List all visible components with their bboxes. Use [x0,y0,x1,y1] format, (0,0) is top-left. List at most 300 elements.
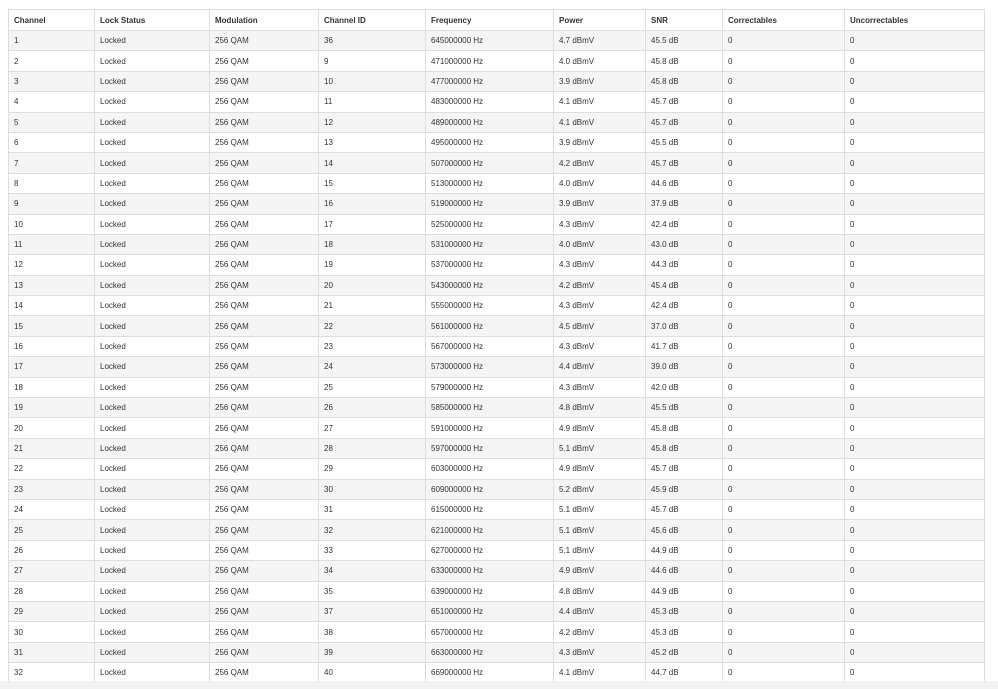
cell-snr: 45.3 dB [646,622,723,642]
cell-lock-status: Locked [95,357,210,377]
column-header-modulation: Modulation [210,10,319,31]
cell-uncorrectables: 0 [845,71,985,91]
cell-frequency: 477000000 Hz [426,71,554,91]
cell-correctables: 0 [723,92,845,112]
table-row [9,51,985,71]
cell-lock-status: Locked [95,642,210,662]
cell-modulation: 256 QAM [210,581,319,601]
cell-channel: 16 [9,336,95,356]
cell-channel: 15 [9,316,95,336]
cell-modulation: 256 QAM [210,561,319,581]
cell-modulation: 256 QAM [210,296,319,316]
cell-frequency: 579000000 Hz [426,377,554,397]
cell-lock-status: Locked [95,499,210,519]
table-row [9,520,985,540]
cell-frequency: 513000000 Hz [426,173,554,193]
cell-channel: 3 [9,71,95,91]
cell-modulation: 256 QAM [210,398,319,418]
cell-uncorrectables: 0 [845,275,985,295]
cell-power: 4.3 dBmV [554,377,646,397]
cell-snr: 45.5 dB [646,31,723,51]
cell-lock-status: Locked [95,622,210,642]
cell-correctables: 0 [723,336,845,356]
cell-uncorrectables: 0 [845,581,985,601]
cell-lock-status: Locked [95,438,210,458]
cell-uncorrectables: 0 [845,438,985,458]
cell-channel-id: 16 [319,194,426,214]
cell-power: 3.9 dBmV [554,71,646,91]
cell-snr: 44.6 dB [646,561,723,581]
table-row [9,561,985,581]
cell-power: 4.1 dBmV [554,663,646,683]
cell-uncorrectables: 0 [845,418,985,438]
cell-frequency: 651000000 Hz [426,601,554,621]
cell-channel-id: 10 [319,71,426,91]
cell-frequency: 519000000 Hz [426,194,554,214]
cell-uncorrectables: 0 [845,520,985,540]
cell-frequency: 495000000 Hz [426,132,554,152]
cell-power: 4.2 dBmV [554,622,646,642]
cell-modulation: 256 QAM [210,71,319,91]
cell-snr: 45.7 dB [646,153,723,173]
cell-power: 4.0 dBmV [554,173,646,193]
table-row [9,377,985,397]
cell-modulation: 256 QAM [210,418,319,438]
cell-power: 4.9 dBmV [554,418,646,438]
cell-correctables: 0 [723,438,845,458]
table-row [9,418,985,438]
column-header-correctables: Correctables [723,10,845,31]
column-header-frequency: Frequency [426,10,554,31]
cell-lock-status: Locked [95,296,210,316]
cell-modulation: 256 QAM [210,214,319,234]
cell-correctables: 0 [723,316,845,336]
table-row [9,92,985,112]
cell-frequency: 615000000 Hz [426,499,554,519]
cell-power: 4.1 dBmV [554,92,646,112]
table-row [9,316,985,336]
cell-uncorrectables: 0 [845,601,985,621]
cell-frequency: 567000000 Hz [426,336,554,356]
cell-power: 4.2 dBmV [554,153,646,173]
cell-power: 4.9 dBmV [554,561,646,581]
cell-snr: 45.5 dB [646,132,723,152]
cell-channel: 24 [9,499,95,519]
table-row [9,153,985,173]
table-row [9,214,985,234]
table-row [9,499,985,519]
cell-lock-status: Locked [95,663,210,683]
cell-lock-status: Locked [95,336,210,356]
cell-channel: 2 [9,51,95,71]
cell-channel-id: 20 [319,275,426,295]
cell-lock-status: Locked [95,92,210,112]
cell-channel: 21 [9,438,95,458]
cell-modulation: 256 QAM [210,112,319,132]
cell-correctables: 0 [723,663,845,683]
cell-power: 4.3 dBmV [554,642,646,662]
cell-power: 4.4 dBmV [554,601,646,621]
cell-lock-status: Locked [95,275,210,295]
cell-modulation: 256 QAM [210,357,319,377]
cell-channel: 6 [9,132,95,152]
cell-lock-status: Locked [95,31,210,51]
cell-power: 4.3 dBmV [554,255,646,275]
cell-correctables: 0 [723,132,845,152]
column-header-channel-id: Channel ID [319,10,426,31]
table-row [9,459,985,479]
cell-snr: 44.7 dB [646,663,723,683]
cell-frequency: 603000000 Hz [426,459,554,479]
table-row [9,275,985,295]
cell-frequency: 621000000 Hz [426,520,554,540]
cell-frequency: 507000000 Hz [426,153,554,173]
cell-correctables: 0 [723,357,845,377]
table-row [9,194,985,214]
cell-lock-status: Locked [95,540,210,560]
cell-power: 4.0 dBmV [554,51,646,71]
column-header-snr: SNR [646,10,723,31]
cell-snr: 45.4 dB [646,275,723,295]
cell-modulation: 256 QAM [210,601,319,621]
cell-power: 4.4 dBmV [554,357,646,377]
cell-uncorrectables: 0 [845,336,985,356]
cell-lock-status: Locked [95,601,210,621]
table-row [9,398,985,418]
cell-power: 4.2 dBmV [554,275,646,295]
cell-correctables: 0 [723,601,845,621]
cell-modulation: 256 QAM [210,499,319,519]
cell-lock-status: Locked [95,153,210,173]
cell-lock-status: Locked [95,398,210,418]
cell-modulation: 256 QAM [210,275,319,295]
cell-channel: 12 [9,255,95,275]
cell-channel-id: 38 [319,622,426,642]
cell-uncorrectables: 0 [845,499,985,519]
cell-snr: 39.0 dB [646,357,723,377]
cell-correctables: 0 [723,520,845,540]
cell-modulation: 256 QAM [210,51,319,71]
table-row [9,112,985,132]
cell-snr: 44.3 dB [646,255,723,275]
cell-frequency: 555000000 Hz [426,296,554,316]
cell-lock-status: Locked [95,561,210,581]
cell-channel-id: 34 [319,561,426,581]
table-row [9,296,985,316]
cell-power: 4.7 dBmV [554,31,646,51]
cell-modulation: 256 QAM [210,642,319,662]
cell-correctables: 0 [723,479,845,499]
cell-snr: 45.6 dB [646,520,723,540]
cell-power: 4.5 dBmV [554,316,646,336]
cell-channel-id: 24 [319,357,426,377]
cell-frequency: 561000000 Hz [426,316,554,336]
cell-frequency: 597000000 Hz [426,438,554,458]
cell-uncorrectables: 0 [845,642,985,662]
cell-lock-status: Locked [95,316,210,336]
cell-snr: 41.7 dB [646,336,723,356]
cell-channel: 29 [9,601,95,621]
cell-frequency: 639000000 Hz [426,581,554,601]
cell-uncorrectables: 0 [845,377,985,397]
cell-channel-id: 37 [319,601,426,621]
cell-lock-status: Locked [95,173,210,193]
cell-channel: 20 [9,418,95,438]
cell-uncorrectables: 0 [845,112,985,132]
cell-power: 3.9 dBmV [554,132,646,152]
cell-channel-id: 9 [319,51,426,71]
cell-correctables: 0 [723,173,845,193]
cell-uncorrectables: 0 [845,357,985,377]
cell-channel-id: 14 [319,153,426,173]
cell-channel-id: 36 [319,31,426,51]
cell-power: 5.2 dBmV [554,479,646,499]
cell-channel: 28 [9,581,95,601]
cell-power: 4.8 dBmV [554,581,646,601]
cell-frequency: 471000000 Hz [426,51,554,71]
table-row [9,540,985,560]
cell-frequency: 657000000 Hz [426,622,554,642]
cell-lock-status: Locked [95,418,210,438]
cell-snr: 37.9 dB [646,194,723,214]
cell-correctables: 0 [723,255,845,275]
cell-channel: 14 [9,296,95,316]
cell-modulation: 256 QAM [210,622,319,642]
cell-frequency: 627000000 Hz [426,540,554,560]
cell-modulation: 256 QAM [210,31,319,51]
cell-frequency: 591000000 Hz [426,418,554,438]
cell-correctables: 0 [723,418,845,438]
cell-lock-status: Locked [95,459,210,479]
cell-correctables: 0 [723,112,845,132]
cell-snr: 44.9 dB [646,540,723,560]
cell-uncorrectables: 0 [845,296,985,316]
table-row [9,173,985,193]
cell-channel-id: 28 [319,438,426,458]
cell-channel: 17 [9,357,95,377]
cell-channel-id: 17 [319,214,426,234]
table-row [9,336,985,356]
cell-correctables: 0 [723,214,845,234]
table-row [9,132,985,152]
cell-modulation: 256 QAM [210,377,319,397]
cell-channel: 27 [9,561,95,581]
cell-channel: 31 [9,642,95,662]
cell-channel: 32 [9,663,95,683]
cell-frequency: 531000000 Hz [426,234,554,254]
cell-channel-id: 23 [319,336,426,356]
cell-channel-id: 18 [319,234,426,254]
cell-correctables: 0 [723,622,845,642]
cell-uncorrectables: 0 [845,622,985,642]
cell-snr: 45.5 dB [646,398,723,418]
cell-snr: 45.8 dB [646,51,723,71]
cell-modulation: 256 QAM [210,194,319,214]
cell-uncorrectables: 0 [845,234,985,254]
downstream-channel-table [8,9,985,684]
table-row [9,71,985,91]
table-row [9,438,985,458]
cell-uncorrectables: 0 [845,540,985,560]
cell-power: 4.8 dBmV [554,398,646,418]
cell-correctables: 0 [723,153,845,173]
cell-frequency: 573000000 Hz [426,357,554,377]
cell-channel: 5 [9,112,95,132]
cell-channel: 9 [9,194,95,214]
cell-power: 4.3 dBmV [554,336,646,356]
cell-uncorrectables: 0 [845,194,985,214]
cell-channel-id: 15 [319,173,426,193]
cell-correctables: 0 [723,31,845,51]
cell-channel: 11 [9,234,95,254]
cell-channel: 8 [9,173,95,193]
cell-modulation: 256 QAM [210,316,319,336]
cell-correctables: 0 [723,581,845,601]
cell-channel: 26 [9,540,95,560]
cell-modulation: 256 QAM [210,255,319,275]
cell-modulation: 256 QAM [210,438,319,458]
table-header-row [9,10,985,31]
cell-lock-status: Locked [95,255,210,275]
cell-snr: 45.8 dB [646,438,723,458]
cell-modulation: 256 QAM [210,663,319,683]
table-row [9,234,985,254]
cell-modulation: 256 QAM [210,479,319,499]
cell-modulation: 256 QAM [210,520,319,540]
cell-uncorrectables: 0 [845,31,985,51]
cell-channel: 19 [9,398,95,418]
cell-channel-id: 31 [319,499,426,519]
cell-lock-status: Locked [95,194,210,214]
cell-lock-status: Locked [95,214,210,234]
cell-channel: 25 [9,520,95,540]
cell-channel-id: 40 [319,663,426,683]
cell-snr: 45.8 dB [646,418,723,438]
cell-channel-id: 12 [319,112,426,132]
bottom-edge-strip [0,681,998,689]
cell-frequency: 645000000 Hz [426,31,554,51]
cell-uncorrectables: 0 [845,316,985,336]
cell-frequency: 669000000 Hz [426,663,554,683]
cell-snr: 42.0 dB [646,377,723,397]
cell-modulation: 256 QAM [210,92,319,112]
cell-lock-status: Locked [95,479,210,499]
table-row [9,642,985,662]
cell-snr: 45.2 dB [646,642,723,662]
cell-channel-id: 19 [319,255,426,275]
cell-channel: 23 [9,479,95,499]
cell-channel: 10 [9,214,95,234]
column-header-channel: Channel [9,10,95,31]
column-header-uncorrectables: Uncorrectables [845,10,985,31]
cell-correctables: 0 [723,296,845,316]
cell-correctables: 0 [723,499,845,519]
cell-power: 5.1 dBmV [554,520,646,540]
cell-snr: 44.9 dB [646,581,723,601]
cell-snr: 37.0 dB [646,316,723,336]
cell-correctables: 0 [723,275,845,295]
cell-uncorrectables: 0 [845,398,985,418]
cell-snr: 45.7 dB [646,499,723,519]
cell-uncorrectables: 0 [845,92,985,112]
cell-channel: 30 [9,622,95,642]
cell-channel-id: 11 [319,92,426,112]
cell-channel-id: 22 [319,316,426,336]
cell-lock-status: Locked [95,132,210,152]
table-row [9,479,985,499]
cell-channel-id: 33 [319,540,426,560]
cell-frequency: 537000000 Hz [426,255,554,275]
cell-frequency: 609000000 Hz [426,479,554,499]
cell-channel-id: 26 [319,398,426,418]
cell-correctables: 0 [723,540,845,560]
cell-channel-id: 39 [319,642,426,662]
cell-uncorrectables: 0 [845,663,985,683]
cell-correctables: 0 [723,642,845,662]
cell-uncorrectables: 0 [845,214,985,234]
cell-snr: 43.0 dB [646,234,723,254]
cell-correctables: 0 [723,234,845,254]
cell-correctables: 0 [723,377,845,397]
cell-uncorrectables: 0 [845,173,985,193]
table-row [9,663,985,683]
cell-modulation: 256 QAM [210,336,319,356]
cell-channel-id: 32 [319,520,426,540]
cell-channel: 1 [9,31,95,51]
cell-correctables: 0 [723,459,845,479]
cell-snr: 45.8 dB [646,71,723,91]
cell-channel-id: 29 [319,459,426,479]
cell-power: 4.0 dBmV [554,234,646,254]
table-row [9,357,985,377]
cell-lock-status: Locked [95,377,210,397]
cell-snr: 45.9 dB [646,479,723,499]
cell-modulation: 256 QAM [210,173,319,193]
cell-uncorrectables: 0 [845,255,985,275]
cell-lock-status: Locked [95,51,210,71]
cell-correctables: 0 [723,561,845,581]
cell-uncorrectables: 0 [845,479,985,499]
cell-modulation: 256 QAM [210,540,319,560]
cell-frequency: 543000000 Hz [426,275,554,295]
cell-snr: 42.4 dB [646,214,723,234]
cell-frequency: 633000000 Hz [426,561,554,581]
cell-channel-id: 21 [319,296,426,316]
cell-frequency: 483000000 Hz [426,92,554,112]
cell-power: 4.1 dBmV [554,112,646,132]
column-header-lock-status: Lock Status [95,10,210,31]
cell-snr: 45.7 dB [646,459,723,479]
cell-channel: 4 [9,92,95,112]
table-row [9,581,985,601]
cell-modulation: 256 QAM [210,459,319,479]
cell-lock-status: Locked [95,581,210,601]
cell-snr: 45.7 dB [646,92,723,112]
cell-uncorrectables: 0 [845,459,985,479]
cell-power: 4.3 dBmV [554,214,646,234]
cell-channel-id: 30 [319,479,426,499]
cell-channel: 13 [9,275,95,295]
cell-snr: 45.7 dB [646,112,723,132]
cell-channel: 7 [9,153,95,173]
cell-correctables: 0 [723,194,845,214]
downstream-channel-table-container [8,9,984,684]
cell-power: 4.3 dBmV [554,296,646,316]
cell-lock-status: Locked [95,112,210,132]
cell-correctables: 0 [723,71,845,91]
cell-modulation: 256 QAM [210,234,319,254]
cell-lock-status: Locked [95,234,210,254]
